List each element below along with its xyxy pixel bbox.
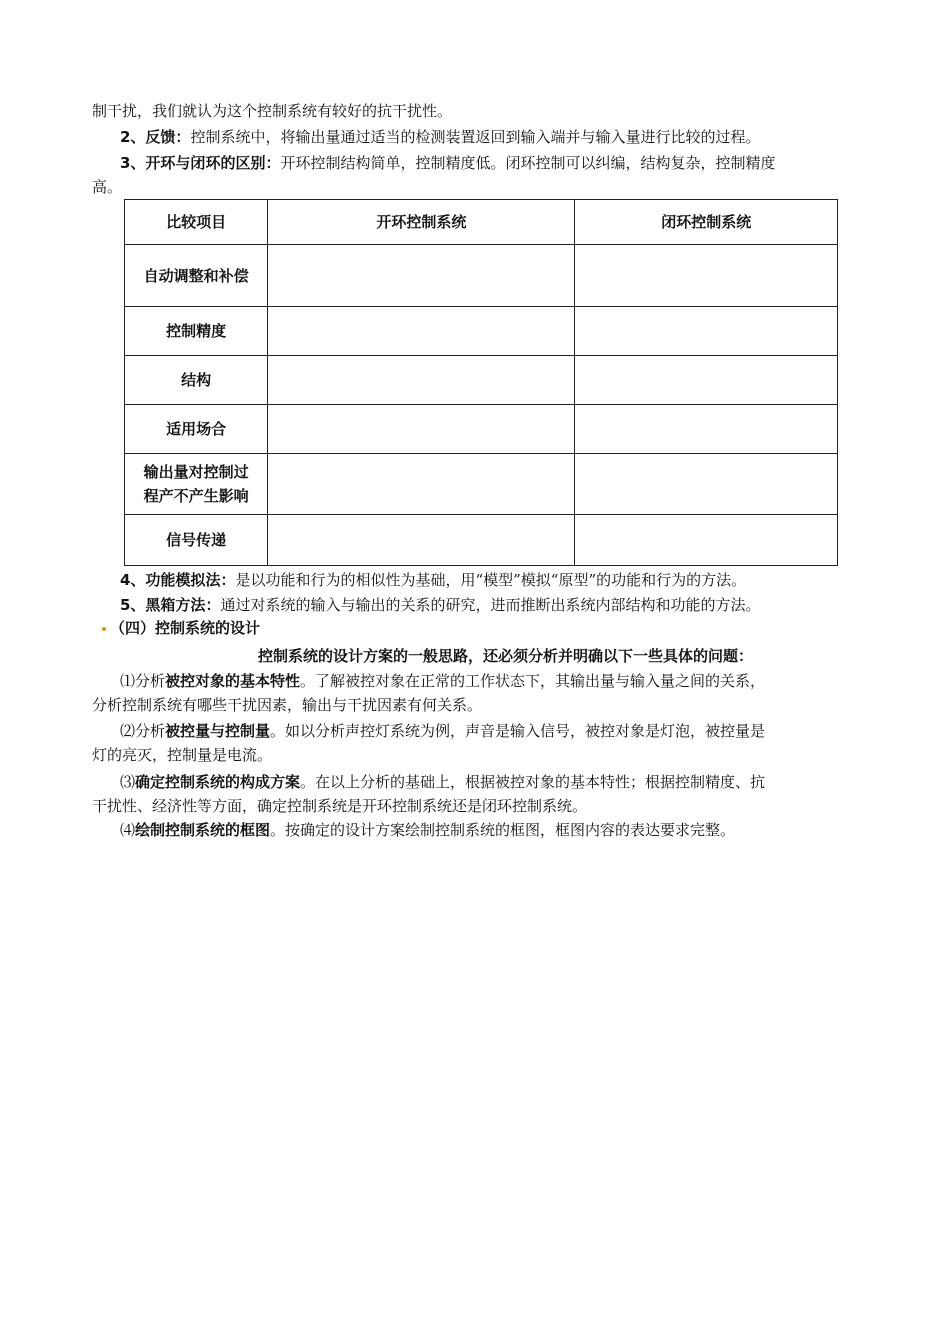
cell-closed bbox=[575, 356, 838, 405]
row-label bbox=[125, 454, 268, 515]
open-closed-text: 开环控制结构简单，控制精度低。闭环控制可以纠编，结构复杂，控制精度 bbox=[280, 154, 776, 172]
item-text-cont: 灯的亮灭，控制量是电流。 bbox=[92, 746, 273, 764]
row-label-line: 程产不产生影响 bbox=[143, 487, 249, 505]
row-label-line: 输出量对控制过 bbox=[143, 463, 249, 481]
cell-closed bbox=[575, 454, 838, 515]
table-row bbox=[125, 405, 838, 454]
design-item-1 bbox=[120, 671, 765, 691]
table-row bbox=[125, 245, 838, 307]
function-sim-term: 4、功能模拟法： bbox=[120, 571, 236, 589]
comparison-table bbox=[124, 199, 838, 566]
table-row bbox=[125, 454, 838, 515]
feedback-term: 2、反馈： bbox=[120, 128, 191, 146]
row-label: 信号传递 bbox=[125, 515, 268, 566]
item-bold: 绘制控制系统的框图 bbox=[135, 821, 271, 839]
design-item-2 bbox=[120, 721, 765, 741]
bullet-dot-icon bbox=[102, 627, 106, 631]
intro-line bbox=[92, 101, 452, 121]
table-row bbox=[125, 515, 838, 566]
item-text-cont: 干扰性、经济性等方面，确定控制系统是开环控制系统还是闭环控制系统。 bbox=[92, 797, 588, 815]
blackbox-definition bbox=[120, 595, 760, 615]
header-item: 比较项目 bbox=[125, 200, 268, 245]
cell-open bbox=[268, 245, 575, 307]
row-label: 自动调整和补偿 bbox=[125, 245, 268, 307]
item-bold: 被控对象的基本特性 bbox=[165, 672, 301, 690]
design-item-4 bbox=[120, 820, 735, 840]
open-closed-definition bbox=[120, 153, 775, 173]
function-sim-definition bbox=[120, 570, 746, 590]
blackbox-term: 5、黑箱方法： bbox=[120, 596, 221, 614]
design-item-3 bbox=[120, 772, 765, 792]
cell-open bbox=[268, 454, 575, 515]
section-title bbox=[102, 618, 260, 638]
header-open-loop: 开环控制系统 bbox=[268, 200, 575, 245]
intro-text: 制干扰，我们就认为这个控制系统有较好的抗干扰性。 bbox=[92, 102, 453, 120]
cell-open bbox=[268, 356, 575, 405]
item-text: 。在以上分析的基础上，根据被控对象的基本特性；根据控制精度、抗 bbox=[300, 773, 766, 791]
cell-open bbox=[268, 307, 575, 356]
item-bold: 确定控制系统的构成方案 bbox=[135, 773, 301, 791]
cell-open bbox=[268, 515, 575, 566]
design-item-2-cont bbox=[92, 745, 272, 765]
open-closed-term: 3、开环与闭环的区别： bbox=[120, 154, 281, 172]
item-prefix: ⑶ bbox=[120, 773, 136, 791]
cell-open bbox=[268, 405, 575, 454]
item-text: 。了解被控对象在正常的工作状态下，其输出量与输入量之间的关系， bbox=[300, 672, 766, 690]
table-row bbox=[125, 307, 838, 356]
section-title-text: （四）控制系统的设计 bbox=[110, 619, 261, 637]
table-header-row bbox=[125, 200, 838, 245]
section-subtitle bbox=[258, 646, 753, 666]
item-prefix: ⑷ bbox=[120, 821, 136, 839]
open-closed-text-cont: 高。 bbox=[92, 178, 123, 196]
item-bold: 被控量与控制量 bbox=[165, 722, 271, 740]
cell-closed bbox=[575, 307, 838, 356]
blackbox-text: 通过对系统的输入与输出的关系的研究，进而推断出系统内部结构和功能的方法。 bbox=[220, 596, 761, 614]
row-label: 控制精度 bbox=[125, 307, 268, 356]
design-item-3-cont bbox=[92, 796, 587, 816]
item-prefix: ⑴分析 bbox=[120, 672, 166, 690]
feedback-text: 控制系统中，将输出量通过适当的检测装置返回到输入端并与输入量进行比较的过程。 bbox=[190, 128, 761, 146]
function-sim-text: 是以功能和行为的相似性为基础，用“模型”模拟“原型”的功能和行为的方法。 bbox=[235, 571, 747, 589]
cell-closed bbox=[575, 245, 838, 307]
open-closed-continuation bbox=[92, 177, 122, 197]
feedback-definition bbox=[120, 127, 760, 147]
item-text: 。按确定的设计方案绘制控制系统的框图，框图内容的表达要求完整。 bbox=[270, 821, 736, 839]
section-subtitle-text: 控制系统的设计方案的一般思路，还必须分析并明确以下一些具体的问题： bbox=[258, 647, 754, 665]
cell-closed bbox=[575, 515, 838, 566]
design-item-1-cont bbox=[92, 695, 482, 715]
row-label: 适用场合 bbox=[125, 405, 268, 454]
item-prefix: ⑵分析 bbox=[120, 722, 166, 740]
header-closed-loop: 闭环控制系统 bbox=[575, 200, 838, 245]
table-row bbox=[125, 356, 838, 405]
item-text-cont: 分析控制系统有哪些干扰因素，输出与干扰因素有何关系。 bbox=[92, 696, 483, 714]
row-label: 结构 bbox=[125, 356, 268, 405]
cell-closed bbox=[575, 405, 838, 454]
item-text: 。如以分析声控灯系统为例，声音是输入信号，被控对象是灯泡，被控量是 bbox=[270, 722, 766, 740]
